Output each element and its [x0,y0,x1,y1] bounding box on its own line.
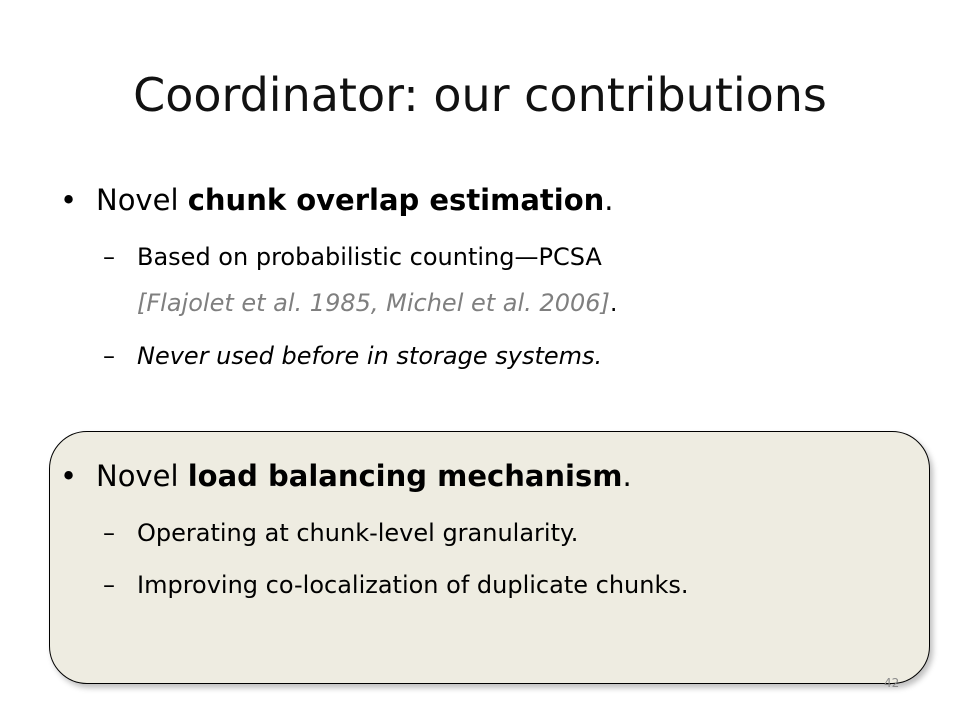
bullet-marker: • [60,183,78,217]
sub-bullet-text: Never used before in storage systems. [137,342,603,370]
bullet-bold-phrase: load balancing mechanism [187,459,623,493]
bullet-text [96,182,614,218]
sub-bullet-text: Operating at chunk-level granularity. [137,519,579,547]
citation: [Flajolet et al. 1985, Michel et al. 2006] [137,289,610,317]
bullet-marker: • [60,459,78,493]
sub-bullet-text: Improving co-localization of duplicate chunks. [137,571,689,599]
dash-marker: – [103,243,115,271]
bullet-text [96,458,632,494]
bullet-bold-phrase: chunk overlap estimation [187,183,605,217]
bullet-suffix: . [604,183,614,217]
dash-marker: – [103,342,115,370]
citation-line [137,288,618,318]
slide-title: Coordinator: our contributions [133,68,827,122]
dash-marker: – [103,519,115,547]
bullet-suffix: . [622,459,632,493]
sub-bullet-text: Based on probabilistic counting—PCSA [137,243,602,271]
dash-marker: – [103,571,115,599]
citation-suffix: . [609,289,618,317]
bullet-prefix: Novel [96,183,188,217]
page-number: 42 [884,676,900,690]
bullet-prefix: Novel [96,459,188,493]
